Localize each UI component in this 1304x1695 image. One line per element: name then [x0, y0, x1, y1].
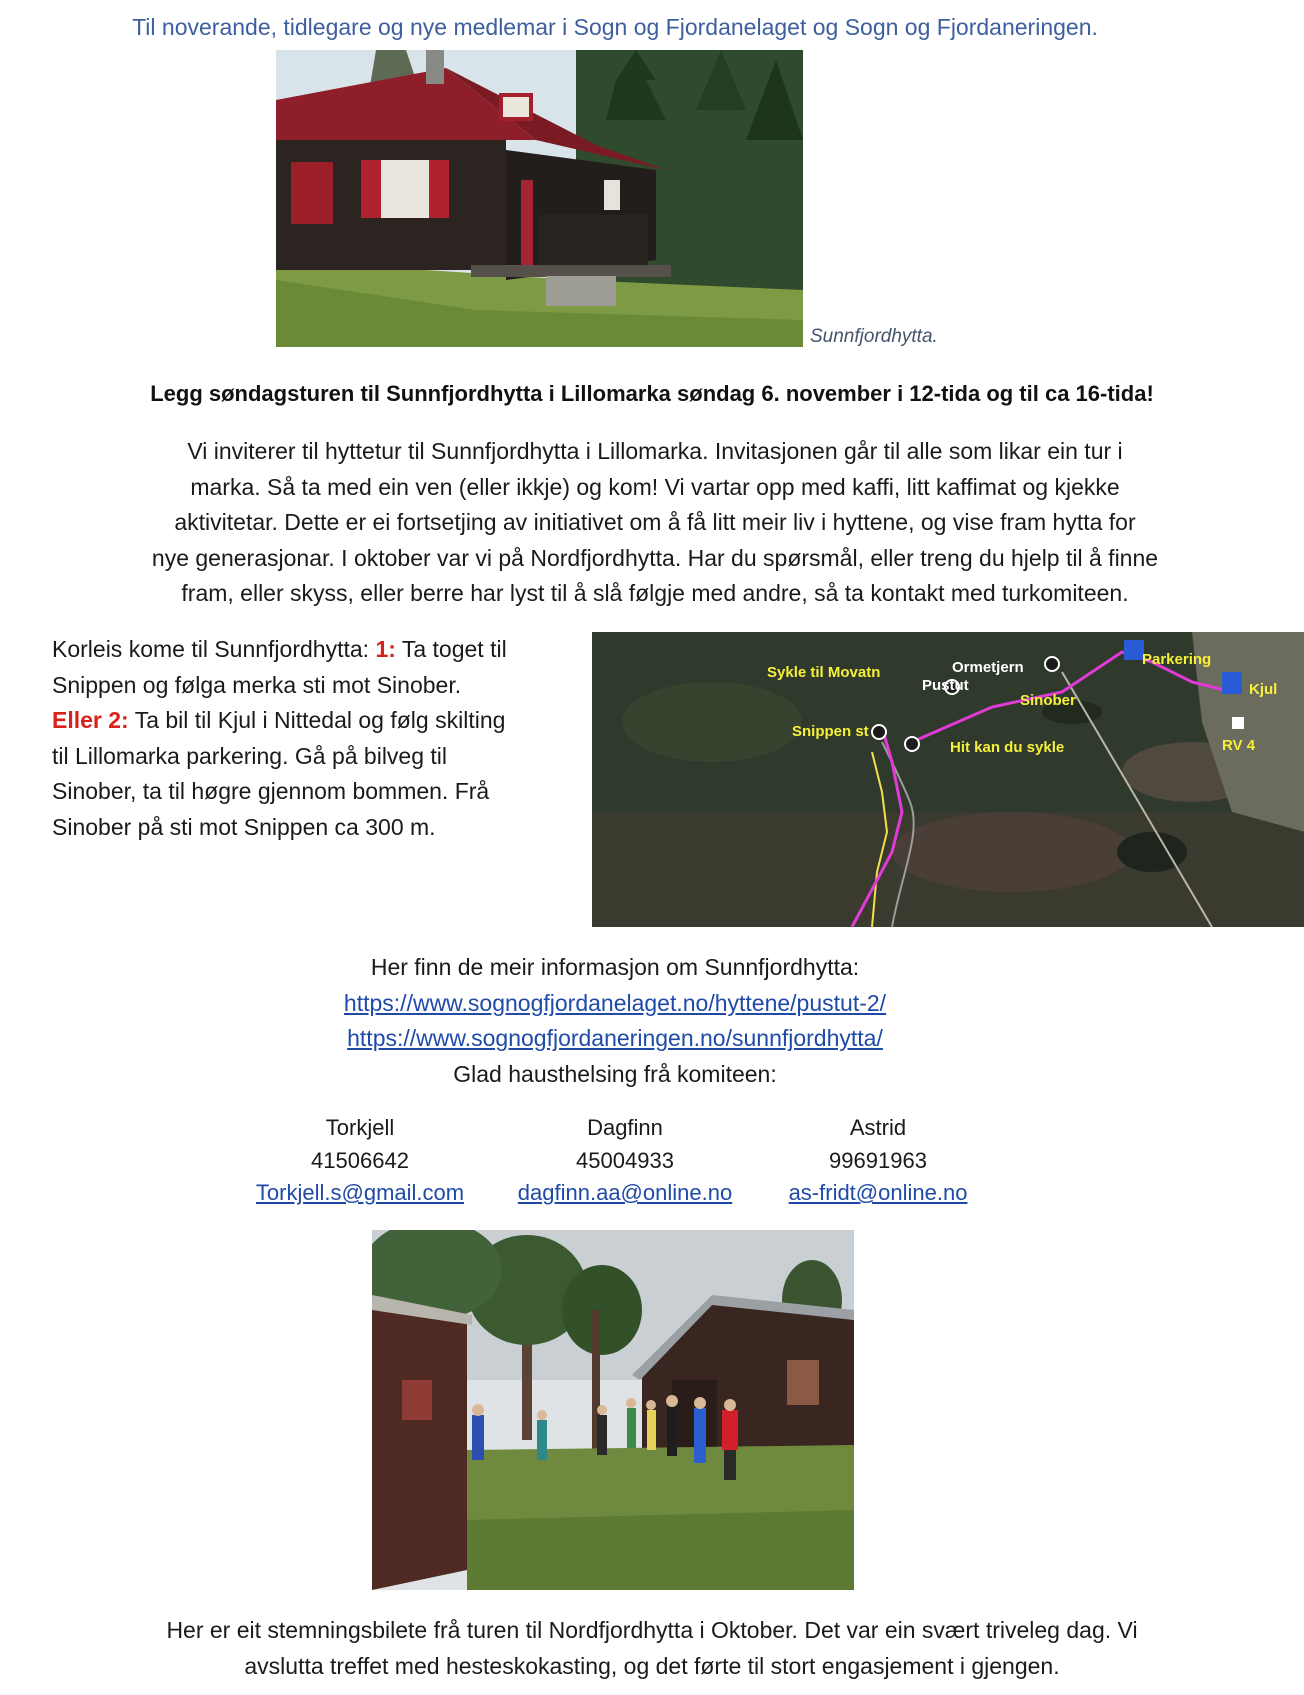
contact-phone: 99691963 [829, 1147, 927, 1173]
contact-name: Astrid [849, 1115, 907, 1140]
map-label: Kjul [1249, 681, 1278, 698]
greeting-text: Glad hausthelsing frå komiteen: [453, 1060, 777, 1087]
intro-line: aktivitetar. Dette er ei fortsetjing av initiativet om å få litt meir liv i hyttene, og vise fram hytta for [174, 509, 1136, 535]
contact-name: Torkjell [325, 1115, 395, 1140]
committee-contacts [240, 1112, 1000, 1212]
option-two-marker: Eller 2: [52, 707, 129, 733]
intro-line: nye generasjonar. I oktober var vi på Nordfjordhytta. Har du spørsmål, eller treng du hjelp til å finne [151, 544, 1159, 571]
link-sognogfjordanelaget[interactable]: https://www.sognogfjordanelaget.no/hyttene/pustut-2/ [343, 989, 887, 1016]
map-label: Hit kan du sykle [950, 739, 1065, 756]
intro-line: marka. Så ta med ein ven (eller ikkje) og kom! Vi vartar opp med kaffi, litt kaffimat og kjekke [190, 473, 1120, 500]
trail-map [592, 632, 1304, 927]
option-one-marker: 1: [375, 636, 396, 662]
more-info-intro: Her finn de meir informasjon om Sunnfjordhytta: [370, 954, 860, 980]
contact-name: Dagfinn [587, 1115, 663, 1140]
contact-phone: 41506642 [311, 1147, 409, 1173]
more-info-section [0, 950, 1230, 1092]
cabin-photo [276, 50, 803, 347]
map-label: RV 4 [1222, 737, 1256, 754]
map-label: Pustut [922, 677, 969, 694]
link-sognogfjordaneringen[interactable]: https://www.sognogfjordaneringen.no/sunnfjordhytta/ [347, 1025, 883, 1051]
contact-card-astrid [758, 1112, 998, 1210]
map-label: Parkering [1142, 651, 1212, 668]
intro-line: Vi inviterer til hyttetur til Sunnfjordhytta i Lillomarka. Invitasjonen går til alle som likar ein tur i [187, 438, 1123, 464]
footer-line: avslutta treffet med hesteskokasting, og det førte til stort engasjement i gjengen. [244, 1652, 1060, 1679]
directions-text: Ta toget til Snippen og følga merka sti mot Sinober. [52, 636, 507, 698]
event-headline: Legg søndagsturen til Sunnfjordhytta i Lillomarka søndag 6. november i 12-tida og til ca 16-tida! [150, 381, 1154, 406]
directions-paragraph [52, 632, 512, 845]
intro-paragraph [40, 434, 1270, 612]
cabin-photo-caption: Sunnfjordhytta. [810, 326, 938, 347]
directions-text: Ta bil til Kjul i Nittedal og følg skilting til Lillomarka parkering. Gå på bilveg til Sinober, ta til høgre gjennom bommen. Frå Sinober på sti mot Snippen ca 300 m. [52, 707, 506, 840]
contact-phone: 45004933 [576, 1147, 674, 1173]
intro-line: fram, eller skyss, eller berre har lyst til å slå følgje med andre, så ta kontakt med turkomiteen. [181, 580, 1129, 606]
contact-card-torkjell [240, 1112, 480, 1210]
map-label: Ormetjern [952, 659, 1024, 676]
group-photo [372, 1230, 854, 1590]
header-text: Til noverande, tidlegare og nye medlemar i Sogn og Fjordanelaget og Sogn og Fjordaneringen. [132, 14, 1098, 40]
contact-email-link[interactable]: Torkjell.s@gmail.com [255, 1180, 465, 1205]
contact-card-dagfinn [505, 1112, 745, 1210]
footer-line: Her er eit stemningsbilete frå turen til Nordfjordhytta i Oktober. Det var ein svært triveleg dag. Vi [166, 1617, 1138, 1643]
directions-text: Korleis kome til Sunnfjordhytta: [52, 636, 376, 662]
contact-email-link[interactable]: dagfinn.aa@online.no [517, 1180, 733, 1205]
footer-paragraph [0, 1613, 1304, 1684]
contact-email-link[interactable]: as-fridt@online.no [788, 1180, 968, 1205]
map-label: Sinober [1020, 692, 1076, 709]
map-label: Snippen st [792, 723, 869, 740]
map-label: Sykle til Movatn [767, 664, 881, 681]
